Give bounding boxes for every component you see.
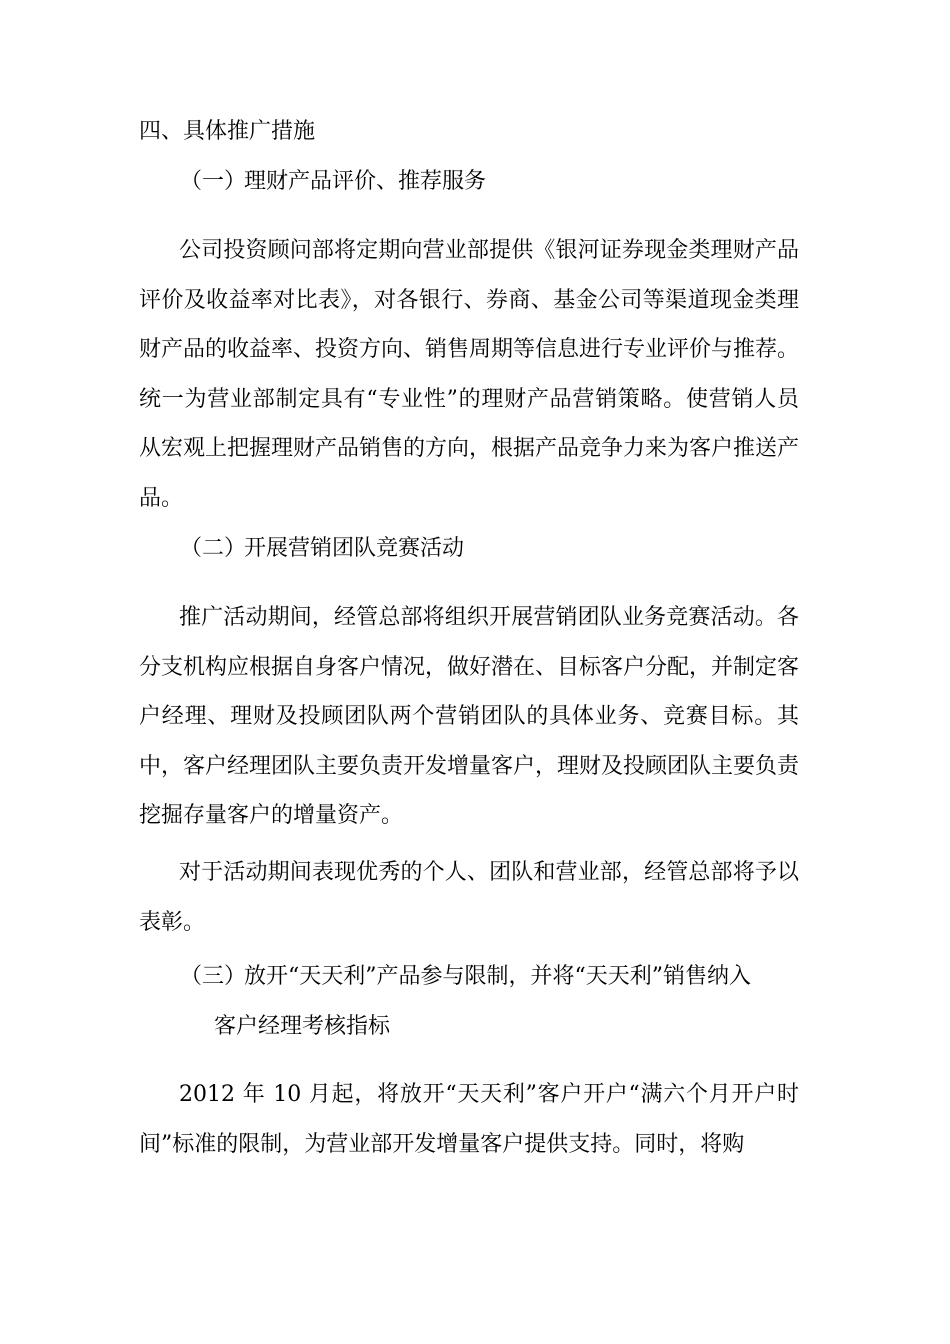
paragraph-2: 推广活动期间，经管总部将组织开展营销团队业务竞赛活动。各分支机构应根据自身客户情况，做好潜在、目标客户分配，并制定客户经理、理财及投顾团队两个营销团队的具体业务、竞赛目标。其中，客户经理团队主要负责开发增量客户，理财及投顾团队主要负责挖掘存量客户的增量资产。 — [139, 605, 800, 828]
subsection-title-3-line2: 客户经理考核指标 — [214, 1014, 391, 1039]
subsection-number-1: （一） — [180, 169, 247, 194]
subsection-title-1: 理财产品评价、推荐服务 — [244, 169, 487, 194]
subsection-heading-1 — [180, 167, 486, 197]
subsection-number-2: （二） — [180, 536, 247, 561]
subsection-heading-3 — [180, 962, 751, 992]
subsection-title-2: 开展营销团队竞赛活动 — [244, 536, 465, 561]
subsection-title-3-line1: 放开“天天利”产品参与限制，并将“天天利”销售纳入 — [244, 964, 751, 989]
paragraph-1: 公司投资顾问部将定期向营业部提供《银河证券现金类理财产品评价及收益率对比表》，对各银行、券商、基金公司等渠道现金类理财产品的收益率、投资方向、销售周期等信息进行专业评价与推荐。统一为营业部制定具有“专业性”的理财产品营销策略。使营销人员从宏观上把握理财产品销售的方向，根据产品竞争力来为客户推送产品。 — [139, 238, 800, 511]
subsection-heading-2 — [180, 534, 464, 564]
paragraph-4: 2012 年 10 月起，将放开“天天利”客户开户“满六个月开户时间”标准的限制，为营业部开发增量客户提供支持。同时，将购 — [139, 1082, 799, 1157]
paragraph-3: 对于活动期间表现优秀的个人、团队和营业部，经管总部将予以表彰。 — [139, 860, 799, 935]
section-heading: 四、具体推广措施 — [139, 119, 316, 144]
subsection-number-3: （三） — [180, 964, 247, 989]
